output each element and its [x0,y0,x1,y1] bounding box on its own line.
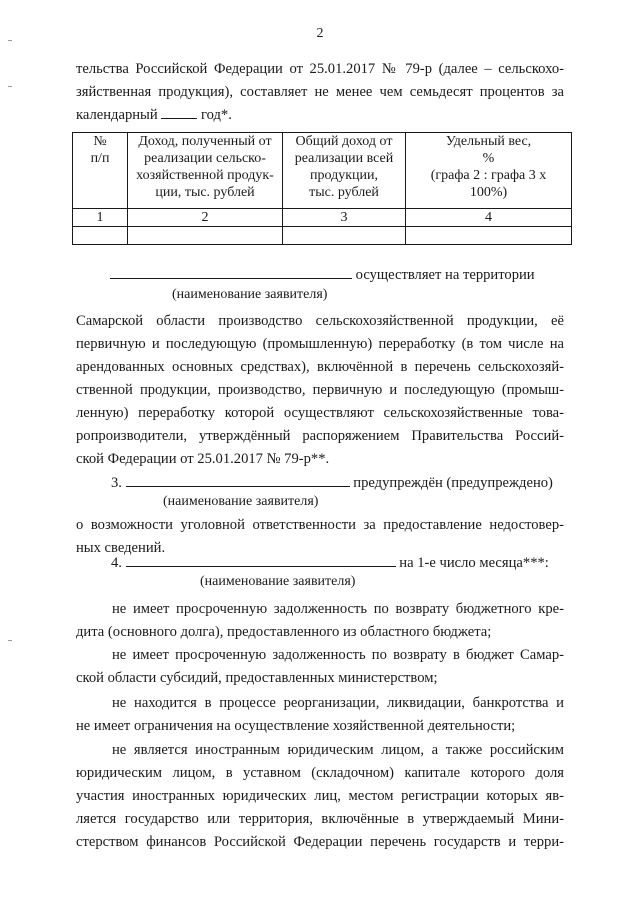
section3-lead [111,474,553,492]
section3-number: 3. [111,475,122,491]
applicant-name-blank [126,554,396,567]
intro-line-2: зяйственная продукция), составляет не менее чем семьдесят процентов за [76,84,564,100]
header-cell-number: № п/п [73,133,128,209]
applicant-name-caption: (наименование заявителя) [163,494,319,509]
section4-line: участия иностранных юридических лиц, местом регистрации которых яв- [76,788,564,804]
table-cell [283,227,406,245]
table-cell: 2 [128,209,283,227]
section2-line: ленную) переработку которой осуществляют сельскохозяйственные това- [76,405,564,421]
intro-line-3-start: календарный [76,107,158,123]
section4-line: не имеет просроченную задолженность по возврату в бюджет Самар- [112,647,564,663]
table-cell [73,227,128,245]
scan-mark [8,86,12,87]
section4-line: не находится в процессе реорганизации, ликвидации, банкротства и [112,695,564,711]
section4-line: ляется государство или территория, включённые в утверждаемый Мини- [76,811,564,827]
table-row-empty [73,227,572,245]
section2-line: Самарской области производство сельскохозяйственной продукции, её [76,313,564,329]
section4-line: не имеет просроченную задолженность по возврату бюджетного кре- [112,601,564,617]
section2-line: ской Федерации от 25.01.2017 № 79-р**. [76,451,330,467]
header-cell-agri-income: Доход, полученный от реализации сельско- хозяйственной продук- ции, тыс. рублей [128,133,283,209]
header-cell-share: Удельный вес, % (графа 2 : графа 3 х 100%) [406,133,572,209]
table-cell: 4 [406,209,572,227]
section4-tail: на 1-е число месяца***: [399,555,549,571]
section4-line: юридическим лицом, в уставном (складочном) капитале которого доля [76,765,564,781]
section4-line: не имеет ограничения на осуществление хозяйственной деятельности; [76,718,516,734]
section4-number: 4. [111,555,122,571]
section4-line: дита (основного долга), предоставленного из областного бюджета; [76,624,492,640]
section3-tail: предупреждён (предупреждено) [353,475,553,491]
section2-line: ропроизводители, утверждённый распоряжением Правительства Россий- [76,428,564,444]
section2-line: арендованных основных средствах), включённой в перечень сельскохозяй- [76,359,564,375]
table-row-numbers [73,209,572,227]
header-cell-total-income: Общий доход от реализации всей продукции, тыс. рублей [283,133,406,209]
income-table [72,132,572,245]
page-number: 2 [316,26,324,41]
section4-line: не является иностранным юридическим лицом, а также российским [112,742,564,758]
intro-line-3 [76,106,232,124]
section2-line: ственной продукции, производство, первичную и последующую (промыш- [76,382,564,398]
table-cell: 3 [283,209,406,227]
section2-lead [110,266,535,284]
table-cell [128,227,283,245]
section4-lead [111,554,549,572]
intro-line-1: тельства Российской Федерации от 25.01.2017 № 79-р (далее – сельскохо- [76,61,564,77]
section2-tail: осуществляет на территории [355,267,535,283]
table-cell [406,227,572,245]
section3-line: ных сведений. [76,540,166,556]
table-header-row [73,133,572,209]
section4-line: стерством финансов Российской Федерации перечень государств и терри- [76,834,564,850]
table-cell: 1 [73,209,128,227]
applicant-name-blank [110,266,352,279]
applicant-name-caption: (наименование заявителя) [200,574,356,589]
year-blank [161,106,197,119]
intro-line-3-end: год*. [200,107,232,123]
section4-line: ской области субсидий, предоставленных министерством; [76,670,438,686]
scan-mark [8,640,12,641]
section3-line: о возможности уголовной ответственности за предоставление недостовер- [76,517,564,533]
section2-line: первичную и последующую (промышленную) переработку (в том числе на [76,336,564,352]
applicant-name-blank [126,474,350,487]
applicant-name-caption: (наименование заявителя) [172,287,328,302]
